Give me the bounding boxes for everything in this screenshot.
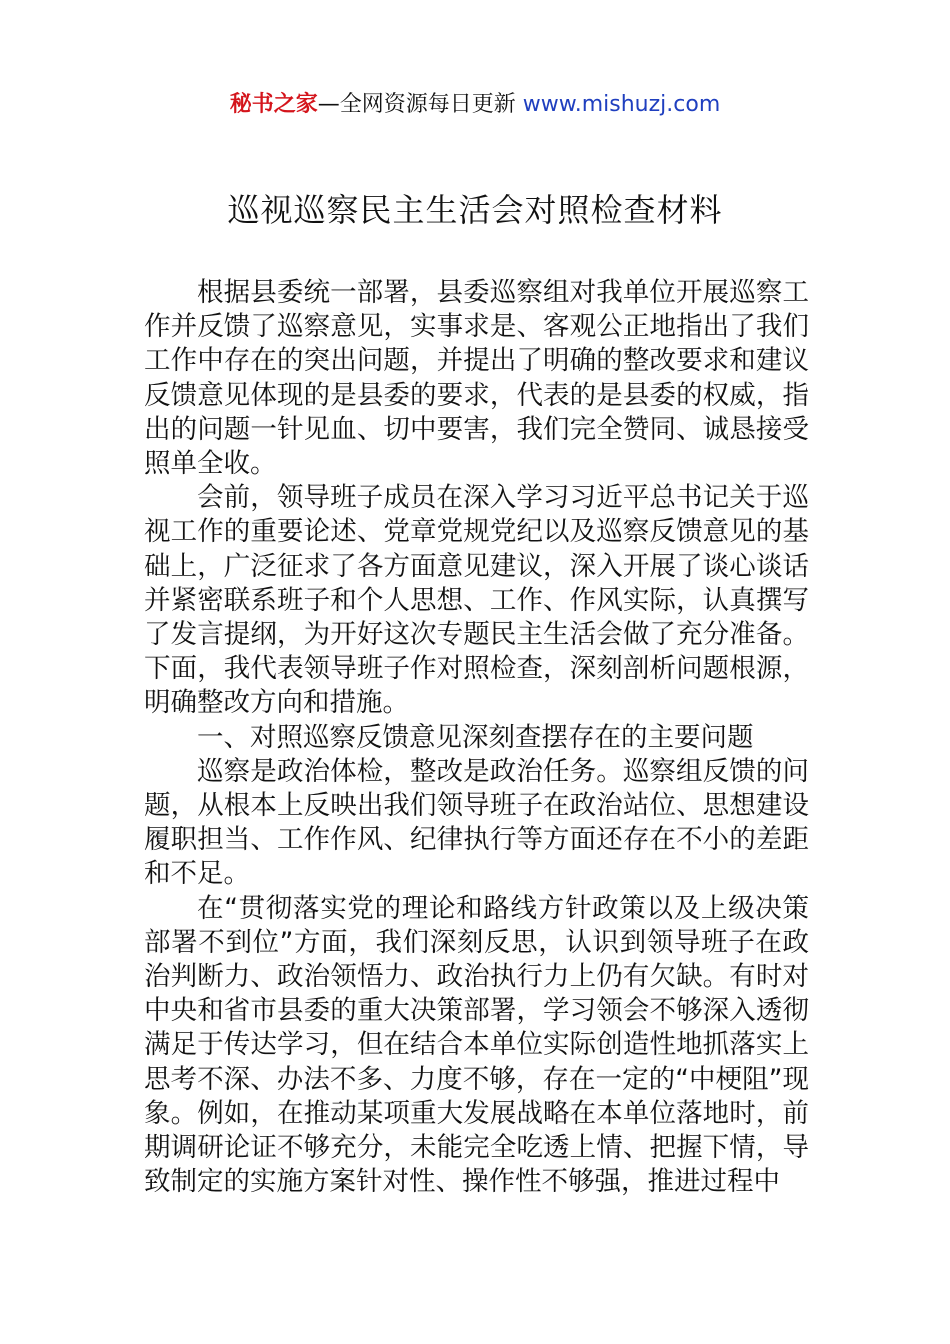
paragraph-preparation: 会前，领导班子成员在深入学习习近平总书记关于巡视工作的重要论述、党章党规党纪以及巡察反馈意见的基础上，广泛征求了各方面意见建议，深入开展了谈心谈话并紧密联系班子和个人思想、工作、作风实际，认真撰写了发言提纲，为开好这次专题民主生活会做了充分准备。下面，我代表领导班子作对照检查，深刻剖析问题根源，明确整改方向和措施。	[144, 482, 809, 719]
document-title: 巡视巡察民主生活会对照检查材料	[227, 191, 723, 229]
paragraph-inspection: 巡察是政治体检，整改是政治任务。巡察组反馈的问题，从根本上反映出我们领导班子在政治站位、思想建设履职担当、工作作风、纪律执行等方面还存在不小的差距和不足。	[144, 755, 809, 890]
site-url-link[interactable]: www.mishuzj.com	[522, 92, 721, 117]
brand-name: 秘书之家	[229, 92, 318, 117]
slogan: —全网资源每日更新	[317, 92, 516, 117]
document-body	[144, 276, 809, 1199]
site-header	[0, 88, 950, 122]
paragraph-intro: 根据县委统一部署，县委巡察组对我单位开展巡察工作并反馈了巡察意见，实事求是、客观公正地指出了我们工作中存在的突出问题，并提出了明确的整改要求和建议反馈意见体现的是县委的要求，代表的是县委的权威，指出的问题一针见血、切中要害，我们完全赞同、诚恳接受照单全收。	[144, 277, 809, 480]
section-heading-1: 一、对照巡察反馈意见深刻查摆存在的主要问题	[197, 721, 754, 753]
paragraph-policy-implementation: 在“贯彻落实党的理论和路线方针政策以及上级决策部署不到位”方面，我们深刻反思，认识到领导班子在政治判断力、政治领悟力、政治执行力上仍有欠缺。有时对中央和省市县委的重大决策部署，学习领会不够深入透彻满足于传达学习，但在结合本单位实际创造性地抓落实上思考不深、办法不多、力度不够，存在一定的“中梗阻”现象。例如，在推动某项重大发展战略在本单位落地时，前期调研论证不够充分，未能完全吃透上情、把握下情，导致制定的实施方案针对性、操作性不够强，推进过程中	[144, 892, 809, 1198]
